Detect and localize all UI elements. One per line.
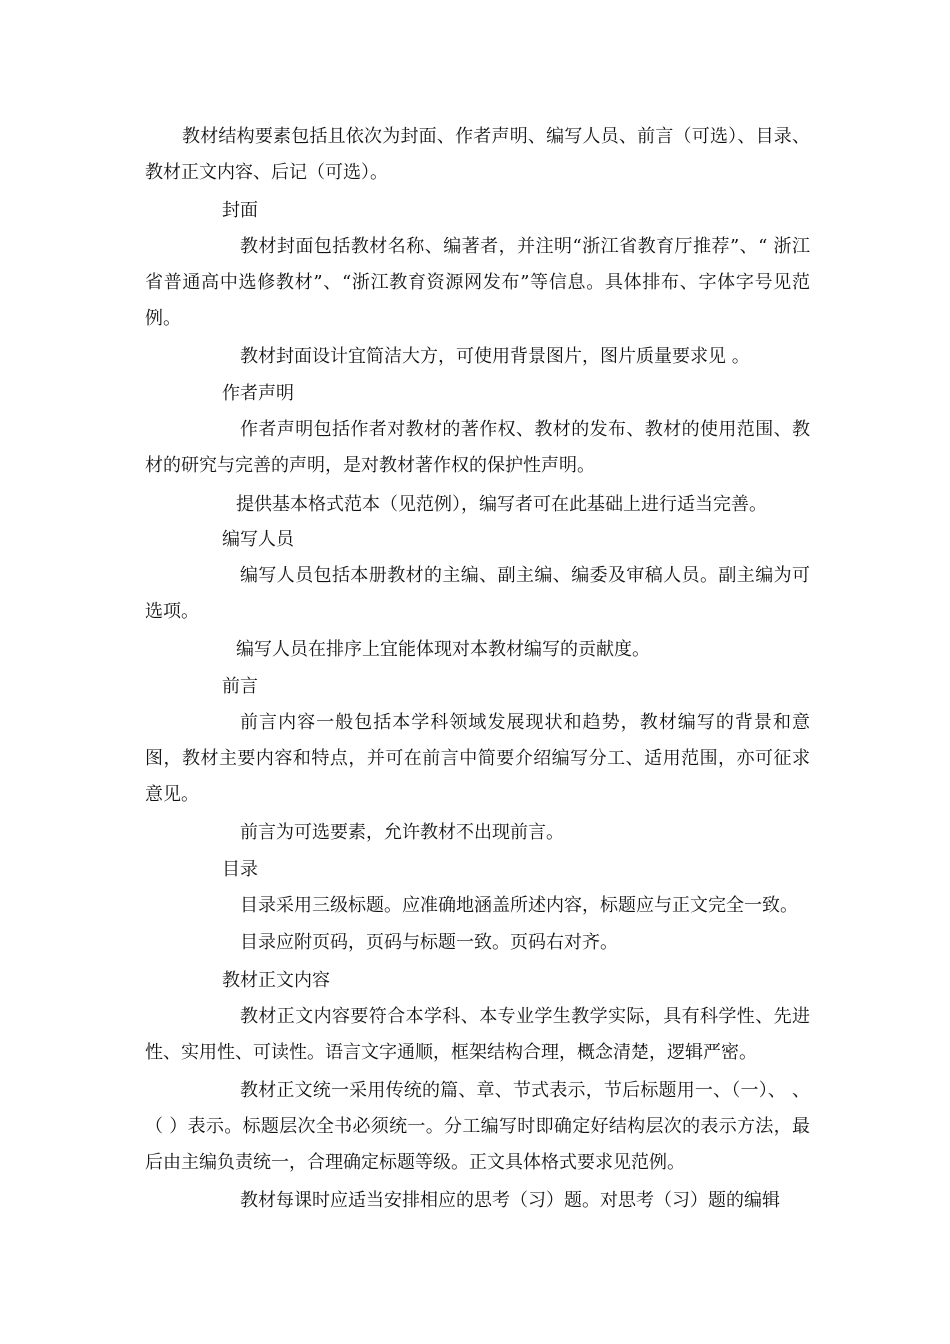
section-heading-body: 教材正文内容 bbox=[222, 970, 330, 991]
author-statement-paragraph-1: 作者声明包括作者对教材的著作权、教材的发布、教材的使用范围、教材的研究与完善的声明，是对教材著作权的保护性声明。 bbox=[145, 419, 810, 476]
editors-paragraph-1: 编写人员包括本册教材的主编、副主编、编委及审稿人员。副主编为可选项。 bbox=[145, 565, 810, 622]
section-heading-cover: 封面 bbox=[222, 200, 258, 221]
preface-paragraph-2: 前言为可选要素，允许教材不出现前言。 bbox=[240, 822, 564, 843]
intro-paragraph: 教材结构要素包括且依次为封面、作者声明、编写人员、前言（可选）、目录、教材正文内容、后记（可选）。 bbox=[145, 126, 810, 183]
section-heading-author-statement: 作者声明 bbox=[222, 383, 294, 404]
body-paragraph-3: 教材每课时应适当安排相应的思考（习）题。对思考（习）题的编辑 bbox=[240, 1190, 780, 1211]
section-heading-toc: 目录 bbox=[222, 859, 258, 880]
body-paragraph-2: 教材正文统一采用传统的篇、章、节式表示，节后标题用一、（一）、 、（ ）表示。标题层次全书必须统一。分工编写时即确定好结构层次的表示方法，最后由主编负责统一，合理确定标题等级。正文具体格式要求见范例。 bbox=[145, 1080, 810, 1173]
toc-paragraph-2: 目录应附页码，页码与标题一致。页码右对齐。 bbox=[240, 932, 618, 953]
editors-paragraph-2: 编写人员在排序上宜能体现对本教材编写的贡献度。 bbox=[236, 639, 650, 660]
cover-paragraph-1: 教材封面包括教材名称、编著者，并注明“浙江省教育厅推荐”、“ 浙江省普通高中选修教材”、“浙江教育资源网发布”等信息。具体排布、字体字号见范例。 bbox=[145, 236, 810, 329]
cover-paragraph-2: 教材封面设计宜简洁大方，可使用背景图片，图片质量要求见 。 bbox=[240, 346, 750, 367]
section-heading-preface: 前言 bbox=[222, 676, 258, 697]
section-heading-editors: 编写人员 bbox=[222, 529, 294, 550]
toc-paragraph-1: 目录采用三级标题。应准确地涵盖所述内容，标题应与正文完全一致。 bbox=[240, 895, 798, 916]
body-paragraph-1: 教材正文内容要符合本学科、本专业学生教学实际，具有科学性、先进性、实用性、可读性。语言文字通顺，框架结构合理，概念清楚，逻辑严密。 bbox=[145, 1006, 810, 1063]
author-statement-paragraph-2: 提供基本格式范本（见范例），编写者可在此基础上进行适当完善。 bbox=[236, 494, 767, 515]
preface-paragraph-1: 前言内容一般包括本学科领域发展现状和趋势，教材编写的背景和意图，教材主要内容和特点，并可在前言中简要介绍编写分工、适用范围，亦可征求意见。 bbox=[145, 712, 810, 805]
